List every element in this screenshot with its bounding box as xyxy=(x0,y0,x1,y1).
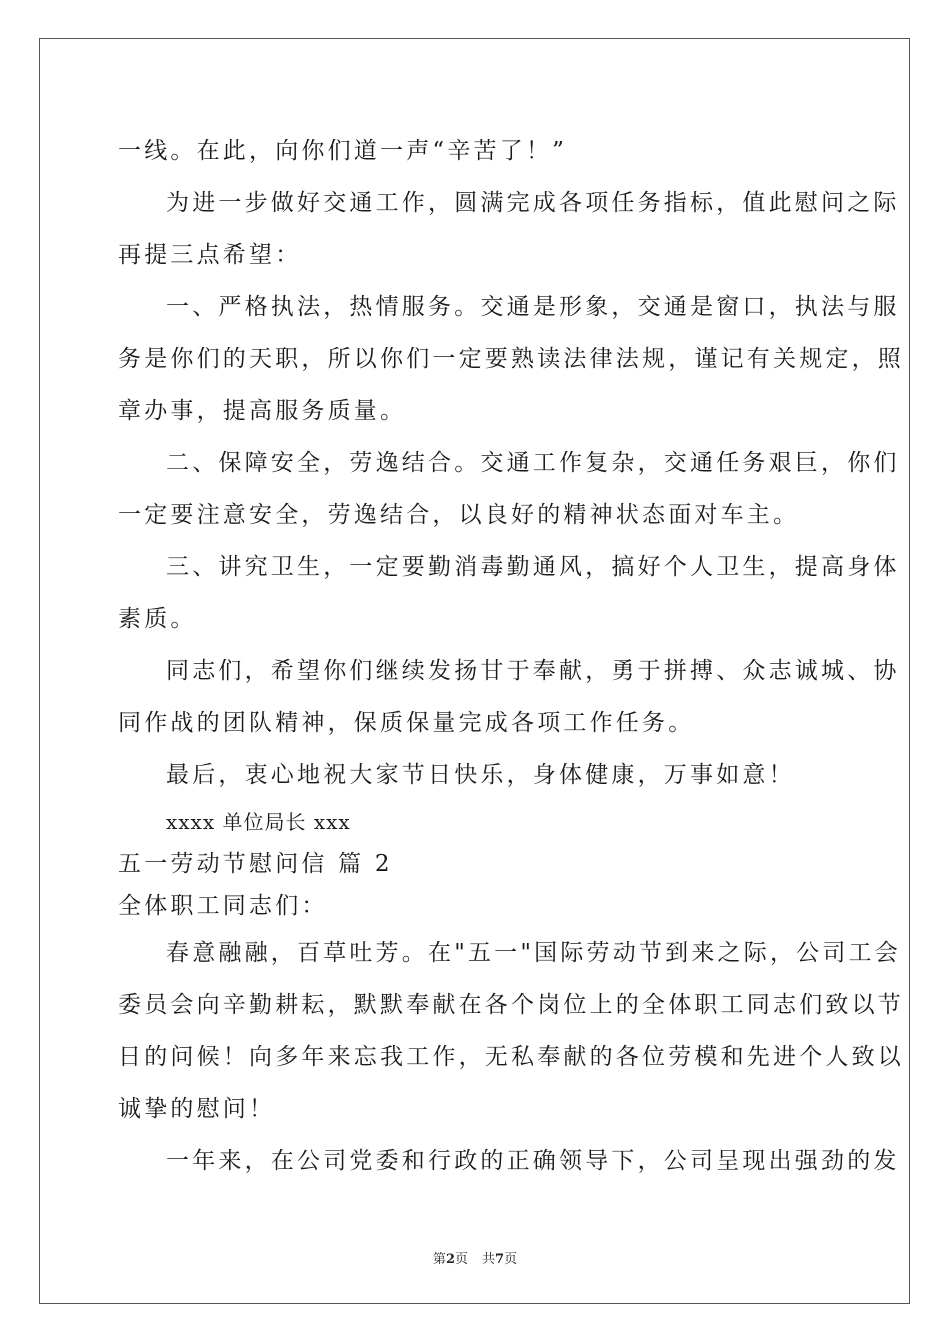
text-line: 为进一步做好交通工作，圆满完成各项任务指标，值此慰问之际 xyxy=(166,190,900,216)
text-line: 一年来，在公司党委和行政的正确领导下，公司呈现出强劲的发 xyxy=(166,1148,900,1174)
total-suffix: 页 xyxy=(504,1252,518,1267)
text-line: 章办事，提高服务质量。 xyxy=(118,398,407,424)
text-line: 最后，衷心地祝大家节日快乐，身体健康，万事如意！ xyxy=(166,762,795,788)
signature-line: xxxx 单位局长 xxx xyxy=(166,810,351,834)
text-line: 再提三点希望： xyxy=(118,242,302,268)
text-line: 春意融融，百草吐芳。在"五一"国际劳动节到来之际，公司工会 xyxy=(166,940,901,966)
section-heading: 五一劳动节慰问信 篇 2 xyxy=(118,851,393,877)
page-suffix: 页 xyxy=(454,1252,468,1267)
total-prefix: 共 xyxy=(482,1252,496,1267)
text-line: 三、讲究卫生，一定要勤消毒勤通风，搞好个人卫生，提高身体 xyxy=(166,554,900,580)
text-line: 一定要注意安全，劳逸结合，以良好的精神状态面对车主。 xyxy=(118,502,800,528)
text-line: 日的问候！向多年来忘我工作，无私奉献的各位劳模和先进个人致以 xyxy=(118,1044,904,1070)
text-line: 一线。在此，向你们道一声“辛苦了！” xyxy=(118,138,568,164)
text-line: 二、保障安全，劳逸结合。交通工作复杂，交通任务艰巨，你们 xyxy=(166,450,900,476)
text-line: 一、严格执法，热情服务。交通是形象，交通是窗口，执法与服 xyxy=(166,294,900,320)
page-number: 2 xyxy=(445,1252,455,1267)
text-line: 素质。 xyxy=(118,606,197,632)
text-line: 同志们，希望你们继续发扬甘于奉献，勇于拼搏、众志诚城、协 xyxy=(166,658,900,684)
text-line: 委员会向辛勤耕耘，默默奉献在各个岗位上的全体职工同志们致以节 xyxy=(118,992,904,1018)
page-prefix: 第 xyxy=(432,1252,446,1267)
text-line: 诚挚的慰问！ xyxy=(118,1096,276,1122)
page-footer xyxy=(0,1248,950,1267)
salutation: 全体职工同志们： xyxy=(118,893,328,919)
total-pages: 7 xyxy=(495,1252,505,1267)
document-body xyxy=(118,125,904,1187)
text-line: 务是你们的天职，所以你们一定要熟读法律法规，谨记有关规定，照 xyxy=(118,346,904,372)
text-line: 同作战的团队精神，保质保量完成各项工作任务。 xyxy=(118,710,695,736)
